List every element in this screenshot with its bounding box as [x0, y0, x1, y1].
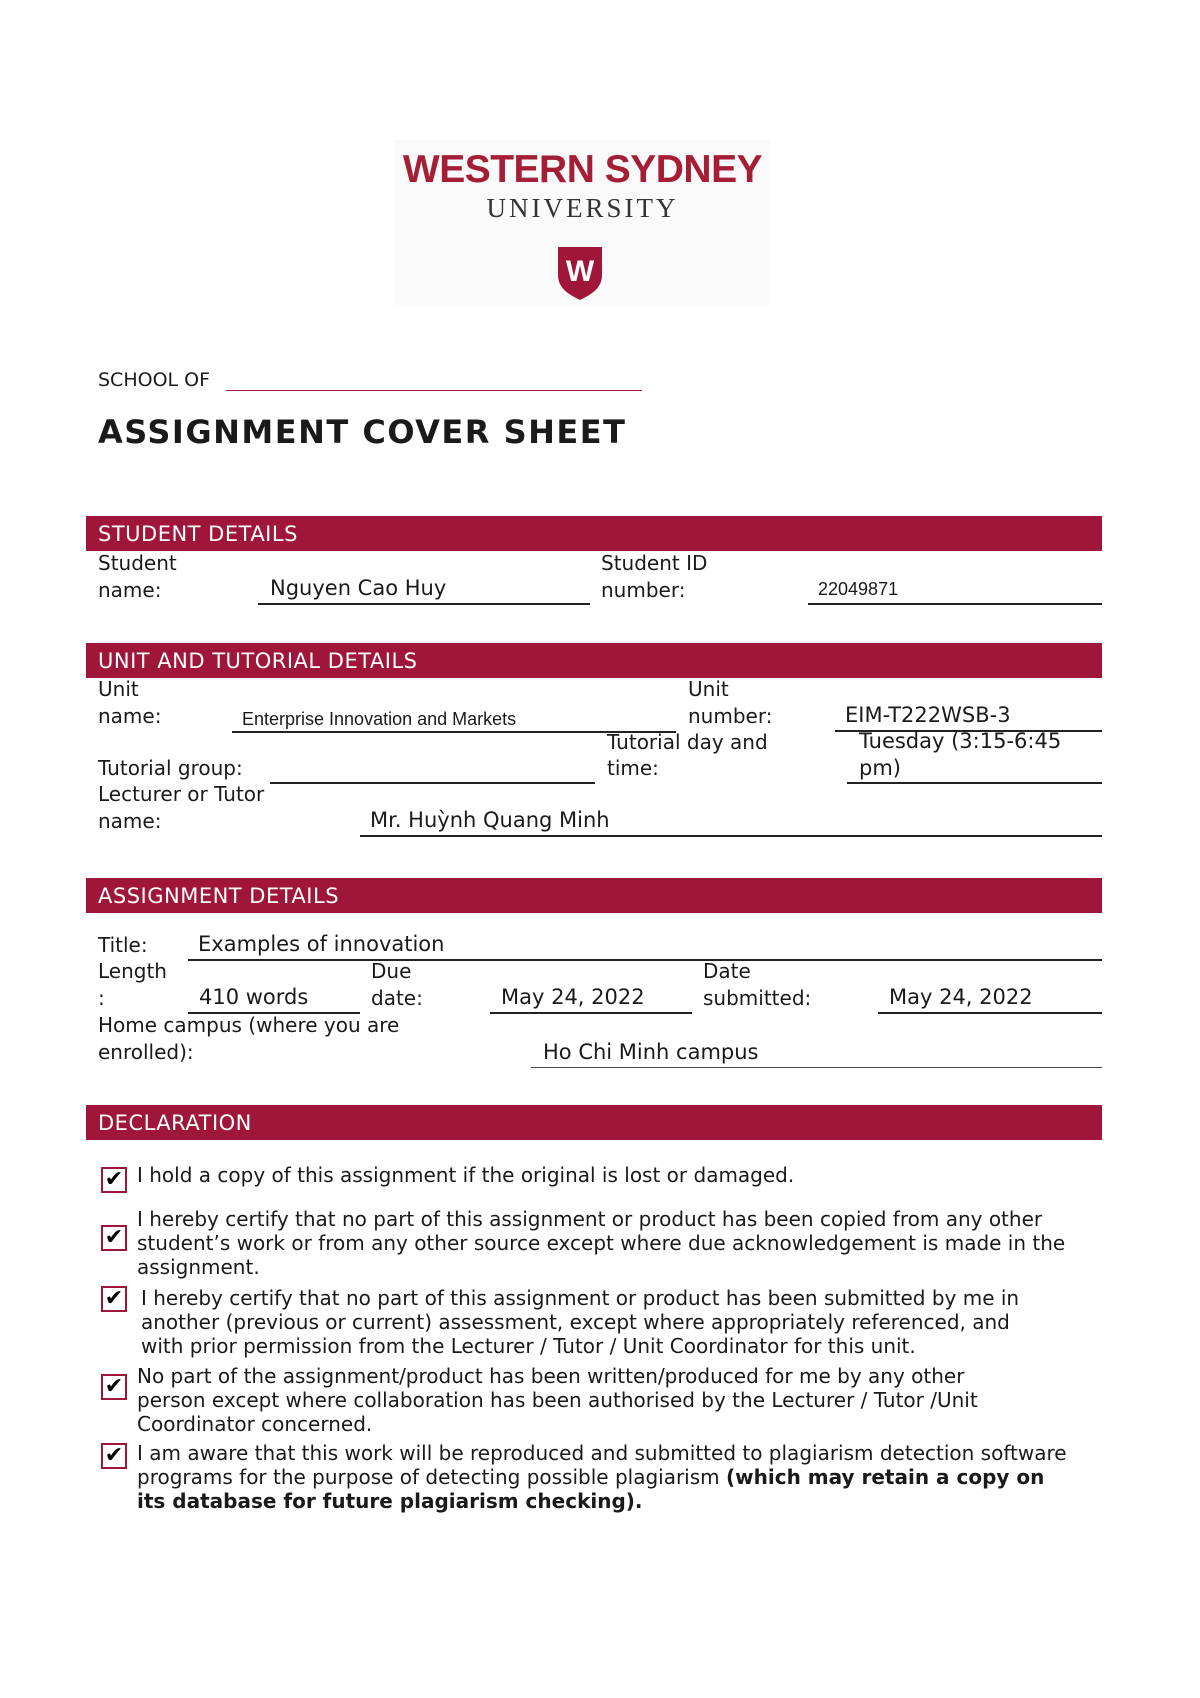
title-label: Title: [98, 933, 148, 957]
declaration-checkbox-1[interactable] [101, 1167, 127, 1193]
tutorial-time-value-2: pm) [859, 756, 901, 780]
declaration-line: I hereby certify that no part of this assignment or product has been submitted by me in [141, 1286, 1020, 1310]
declaration-line: with prior permission from the Lecturer / Tutor / Unit Coordinator for this unit. [141, 1334, 916, 1358]
declaration-line: I hereby certify that no part of this assignment or product has been copied from any other [137, 1207, 1043, 1231]
submitted-label-2: submitted: [703, 986, 812, 1010]
student-id-label-2: number: [601, 578, 686, 602]
student-name-label-1: Student [98, 551, 177, 575]
declaration-checkbox-3[interactable] [101, 1286, 127, 1312]
lecturer-label-2: name: [98, 809, 162, 833]
lecturer-label-1: Lecturer or Tutor [98, 782, 265, 806]
declaration-text-1 [137, 1163, 1087, 1187]
campus-label-2: enrolled): [98, 1040, 194, 1064]
university-shield-icon [556, 245, 604, 301]
unit-name-value: Enterprise Innovation and Markets [242, 709, 517, 729]
submitted-date-field[interactable] [878, 984, 1102, 1014]
length-field[interactable] [188, 984, 360, 1014]
logo-wordmark-line1: WESTERN SYDNEY [402, 148, 763, 191]
due-label-2: date: [371, 986, 423, 1010]
declaration-bold-text: its database for future plagiarism checking). [137, 1489, 643, 1513]
check-mark-icon: ✔ [104, 1443, 124, 1468]
student-id-field[interactable] [808, 575, 1102, 605]
title-value: Examples of innovation [198, 932, 445, 956]
check-mark-icon: ✔ [104, 1167, 124, 1192]
unit-number-label-2: number: [688, 704, 773, 728]
lecturer-value: Mr. Huỳnh Quang Minh [370, 808, 610, 832]
declaration-text-4 [137, 1364, 1087, 1436]
declaration-line: another (previous or current) assessment, except where appropriately referenced, and [141, 1310, 1010, 1334]
declaration-line: I hold a copy of this assignment if the original is lost or damaged. [137, 1163, 795, 1187]
student-name-label-2: name: [98, 578, 162, 602]
declaration-line: student’s work or from any other source except where due acknowledgement is made in the [137, 1231, 1066, 1255]
student-name-field[interactable] [258, 575, 590, 605]
submitted-label-1: Date [703, 959, 751, 983]
declaration-line: I am aware that this work will be reproduced and submitted to plagiarism detection software [137, 1441, 1067, 1465]
tutorial-group-field[interactable] [270, 754, 595, 784]
declaration-checkbox-5[interactable] [101, 1443, 127, 1469]
check-mark-icon: ✔ [104, 1374, 124, 1399]
check-mark-icon: ✔ [104, 1225, 124, 1250]
declaration-text-5 [137, 1441, 1087, 1513]
length-label-2: : [98, 986, 105, 1010]
due-date-value: May 24, 2022 [501, 985, 645, 1009]
campus-field[interactable] [531, 1039, 1102, 1068]
declaration-bold-text: (which may retain a copy on [726, 1465, 1045, 1489]
lecturer-field[interactable] [360, 807, 1102, 837]
unit-name-label-2: name: [98, 704, 162, 728]
declaration-line: person except where collaboration has been authorised by the Lecturer / Tutor /Unit [137, 1388, 978, 1412]
unit-name-label-1: Unit [98, 677, 139, 701]
length-value: 410 words [199, 985, 309, 1009]
due-label-1: Due [371, 959, 412, 983]
submitted-date-value: May 24, 2022 [889, 985, 1033, 1009]
campus-label-1: Home campus (where you are [98, 1013, 400, 1037]
campus-value: Ho Chi Minh campus [543, 1040, 759, 1064]
assignment-details-heading: ASSIGNMENT DETAILS [86, 878, 1102, 913]
declaration-line: Coordinator concerned. [137, 1412, 373, 1436]
declaration-line: No part of the assignment/product has been written/produced for me by any other [137, 1364, 965, 1388]
tutorial-time-field[interactable] [847, 728, 1102, 784]
check-mark-icon: ✔ [104, 1286, 124, 1311]
school-label: SCHOOL OF [98, 369, 211, 391]
tutorial-time-value-1: Tuesday (3:15-6:45 [859, 729, 1062, 753]
declaration-checkbox-4[interactable] [101, 1374, 127, 1400]
unit-details-heading: UNIT AND TUTORIAL DETAILS [86, 643, 1102, 678]
declaration-line [137, 1465, 1087, 1489]
declaration-line: assignment. [137, 1255, 260, 1279]
unit-number-label-1: Unit [688, 677, 729, 701]
shield-letter: W [565, 255, 595, 288]
declaration-line-text: programs for the purpose of detecting possible plagiarism [137, 1465, 720, 1489]
due-date-field[interactable] [490, 984, 692, 1014]
logo-wordmark-line2: UNIVERSITY [486, 193, 679, 223]
declaration-text-2 [137, 1207, 1087, 1279]
school-field[interactable] [226, 390, 642, 391]
page-title: ASSIGNMENT COVER SHEET [98, 413, 627, 451]
tutorial-time-label-1: Tutorial day and [607, 730, 768, 754]
student-name-value: Nguyen Cao Huy [270, 576, 447, 600]
unit-number-value: EIM-T222WSB-3 [845, 703, 1011, 727]
declaration-checkbox-2[interactable] [101, 1225, 127, 1251]
declaration-text-3 [141, 1286, 1091, 1358]
tutorial-time-label-2: time: [607, 756, 659, 780]
declaration-heading: DECLARATION [86, 1105, 1102, 1140]
student-id-label-1: Student ID [601, 551, 708, 575]
tutorial-group-label: Tutorial group: [98, 756, 243, 780]
student-details-heading: STUDENT DETAILS [86, 516, 1102, 551]
title-field[interactable] [188, 931, 1102, 961]
student-id-value: 22049871 [818, 579, 899, 599]
length-label-1: Length [98, 959, 167, 983]
